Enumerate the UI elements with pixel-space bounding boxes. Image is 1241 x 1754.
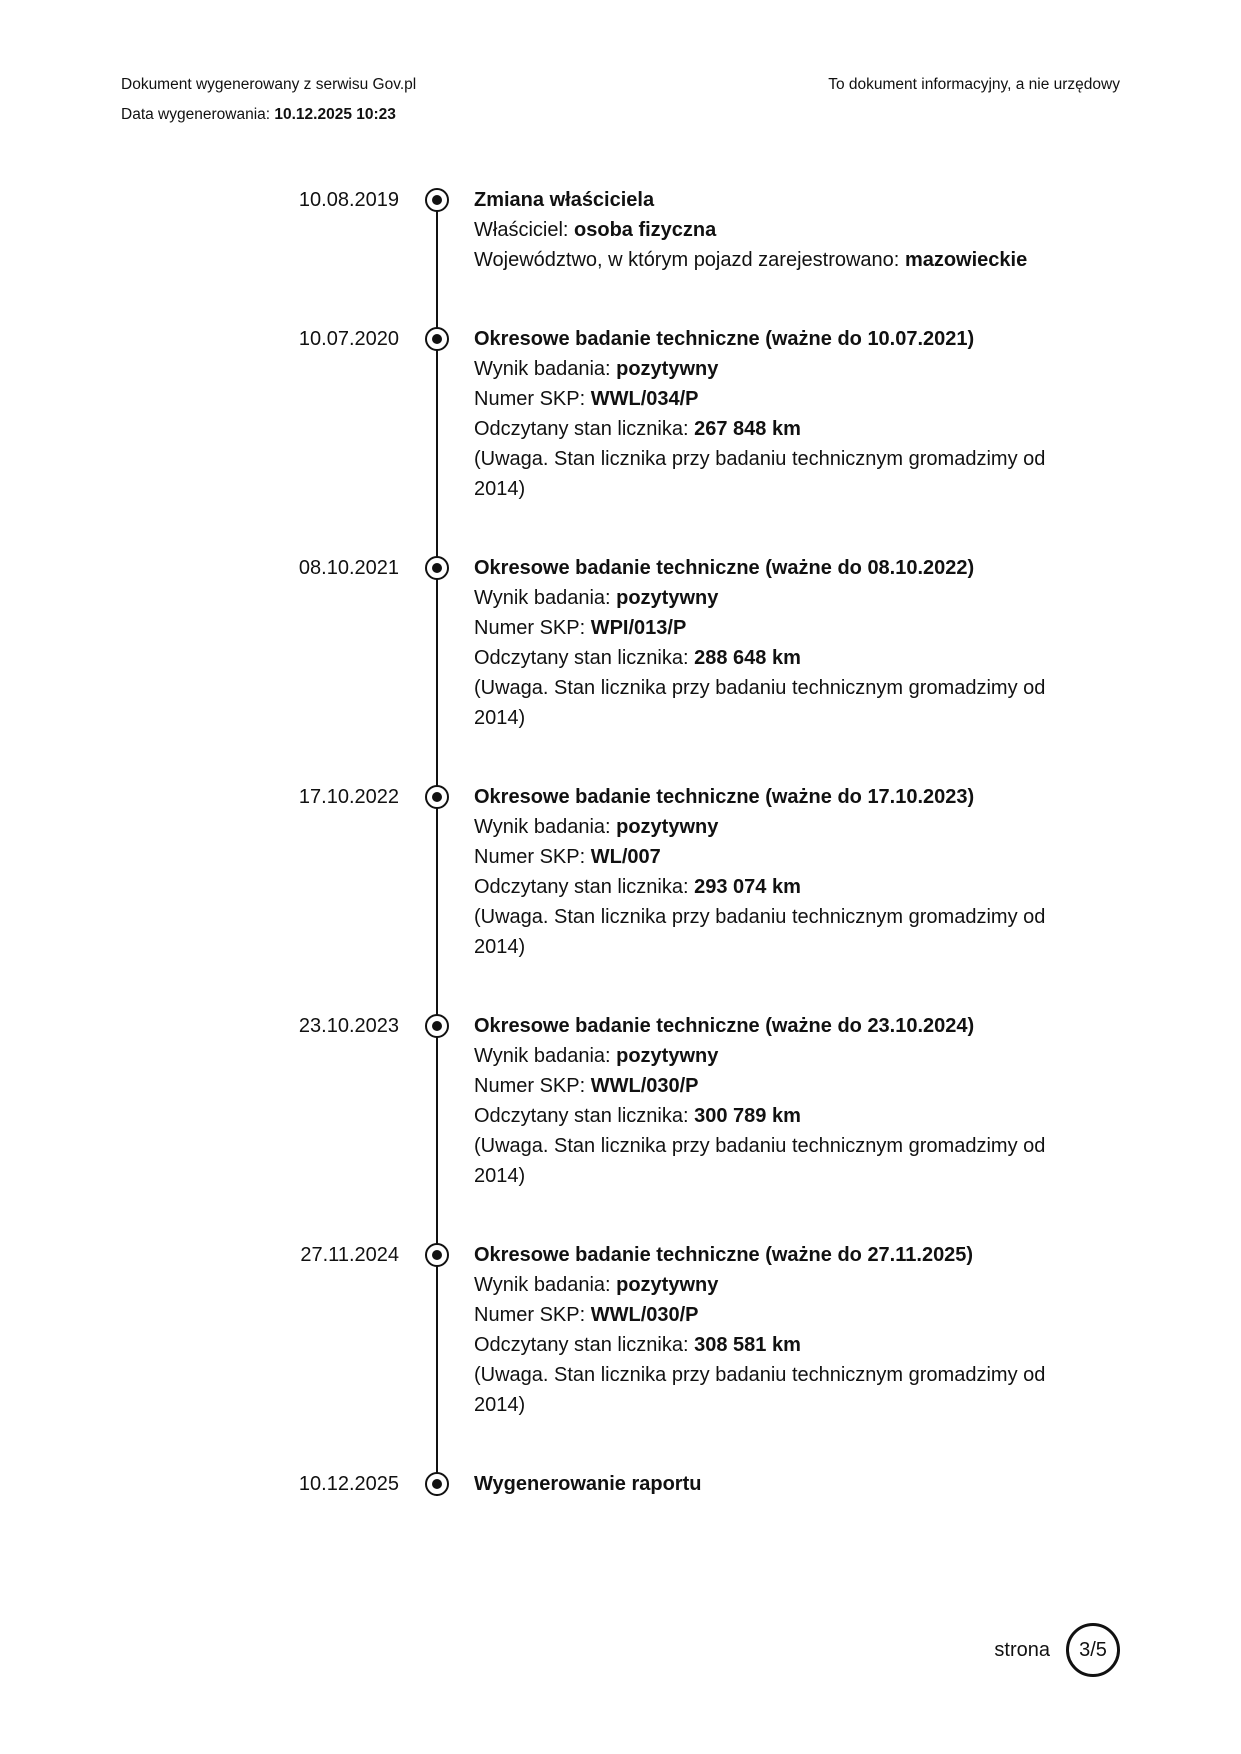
entry-title: Okresowe badanie techniczne (ważne do 27.11.2025) [474,1244,974,1266]
entry-date: 23.10.2023 [298,1015,399,1037]
entry-line-skp: Numer SKP: WPI/013/P [474,617,687,639]
entry-body [474,324,1074,504]
entry-line-owner: Właściciel: osoba fizyczna [474,219,717,241]
entry-title: Wygenerowanie raportu [474,1473,702,1495]
entry-line-odometer: Odczytany stan licznika: 293 074 km [474,876,801,898]
timeline-dot-icon [425,1472,449,1496]
entry-note: (Uwaga. Stan licznika przy badaniu technicznym gromadzimy od 2014) [474,677,1046,729]
entry-body [474,1240,1074,1420]
timeline-line [436,200,438,1496]
entry-body [474,1011,1074,1191]
entry-date: 27.11.2024 [300,1244,399,1266]
entry-line-odometer: Odczytany stan licznika: 267 848 km [474,418,801,440]
entry-title: Okresowe badanie techniczne (ważne do 08.10.2022) [474,557,975,579]
document-disclaimer: To dokument informacyjny, a nie urzędowy [828,76,1120,93]
page-number: 3/5 [1079,1638,1107,1661]
entry-title: Okresowe badanie techniczne (ważne do 17.10.2023) [474,786,975,808]
entry-date: 10.12.2025 [298,1473,399,1495]
entry-note: (Uwaga. Stan licznika przy badaniu technicznym gromadzimy od 2014) [474,906,1046,958]
entry-note: (Uwaga. Stan licznika przy badaniu technicznym gromadzimy od 2014) [474,448,1046,500]
entry-line-skp: Numer SKP: WWL/034/P [474,388,699,410]
page-footer [994,1620,1120,1680]
entry-date: 08.10.2021 [298,557,399,579]
entry-date: 10.07.2020 [298,328,399,350]
timeline-dot-icon [425,327,449,351]
entry-line-result: Wynik badania: pozytywny [474,1274,719,1296]
source-text: Dokument wygenerowany z serwisu Gov.pl [121,76,417,93]
entry-line-skp: Numer SKP: WWL/030/P [474,1075,699,1097]
entry-line-skp: Numer SKP: WL/007 [474,846,661,868]
timeline-dot-icon [425,188,449,212]
entry-note: (Uwaga. Stan licznika przy badaniu technicznym gromadzimy od 2014) [474,1364,1046,1416]
entry-note: (Uwaga. Stan licznika przy badaniu technicznym gromadzimy od 2014) [474,1135,1046,1187]
timeline-dot-icon [425,556,449,580]
entry-date: 10.08.2019 [298,189,399,211]
entry-title: Okresowe badanie techniczne (ważne do 23.10.2024) [474,1015,975,1037]
entry-body [474,1469,1074,1499]
page-number-badge [1066,1623,1120,1677]
entry-body [474,782,1074,962]
entry-body [474,185,1074,275]
timeline-dot-icon [425,1014,449,1038]
entry-line-result: Wynik badania: pozytywny [474,1045,719,1067]
entry-line-voivodeship: Województwo, w którym pojazd zarejestrowano: mazowieckie [474,249,1028,271]
timeline-dot-icon [425,785,449,809]
entry-line-skp: Numer SKP: WWL/030/P [474,1304,699,1326]
entry-title: Okresowe badanie techniczne (ważne do 10.07.2021) [474,328,975,350]
entry-line-odometer: Odczytany stan licznika: 300 789 km [474,1105,801,1127]
entry-line-odometer: Odczytany stan licznika: 308 581 km [474,1334,801,1356]
page-label: strona [994,1638,1050,1661]
entry-title: Zmiana właściciela [474,189,655,211]
timeline-dot-icon [425,1243,449,1267]
generated-date-label: Data wygenerowania: [121,106,271,123]
entry-line-result: Wynik badania: pozytywny [474,816,719,838]
generated-date-value: 10.12.2025 10:23 [274,106,396,123]
entry-date: 17.10.2022 [298,786,399,808]
entry-line-result: Wynik badania: pozytywny [474,587,719,609]
entry-line-odometer: Odczytany stan licznika: 288 648 km [474,647,801,669]
entry-body [474,553,1074,733]
entry-line-result: Wynik badania: pozytywny [474,358,719,380]
